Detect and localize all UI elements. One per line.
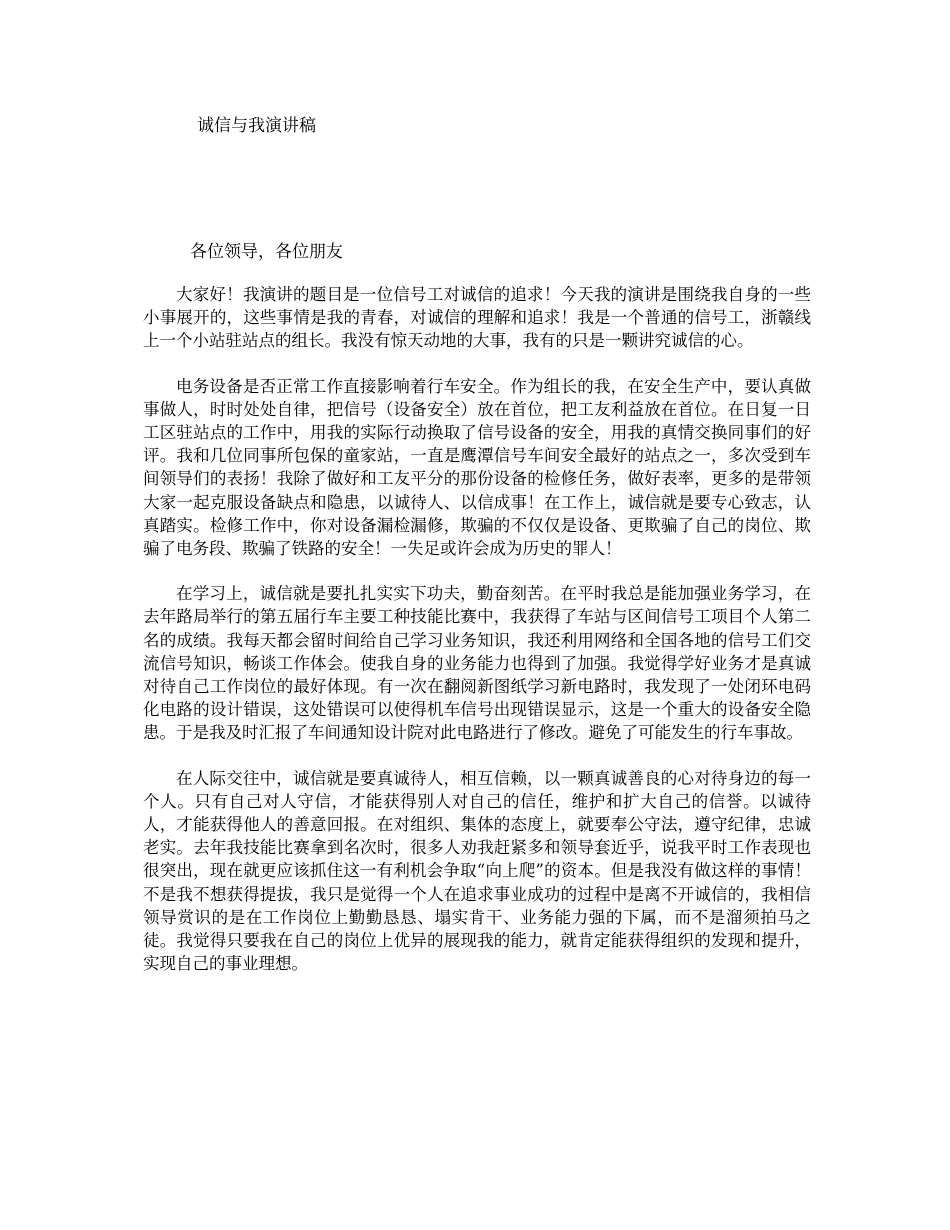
paragraph-work-safety: 电务设备是否正常工作直接影响着行车安全。作为组长的我，在安全生产中，要认真做事做人，时时处处自律，把信号（设备安全）放在首位，把工友利益放在首位。在日复一日工区驻站点的工作中，用我的实际行动换取了信号设备的安全，用我的真情交换同事们的好评。我和几位同事所包保的童家站，一直是鹰潭信号车间安全最好的站点之一，多次受到车间领导们的表扬！我除了做好和工友平分的那份设备的检修任务，做好表率，更多的是带领大家一起克服设备缺点和隐患，以诚待人、以信成事！在工作上，诚信就是要专心致志，认真踏实。检修工作中，你对设备漏检漏修，欺骗的不仅仅是设备、更欺骗了自己的岗位、欺骗了电务段、欺骗了铁路的安全！一失足或许会成为历史的罪人！ [143,376,811,559]
document-body [143,283,811,997]
paragraph-study: 在学习上，诚信就是要扎扎实实下功夫，勤奋刻苦。在平时我总是能加强业务学习，在去年路局举行的第五届行车主要工种技能比赛中，我获得了车站与区间信号工项目个人第二名的成绩。我每天都会留时间给自己学习业务知识，我还利用网络和全国各地的信号工们交流信号知识，畅谈工作体会。使我自身的业务能力也得到了加强。我觉得学好业务才是真诚对待自己工作岗位的最好体现。有一次在翻阅新图纸学习新电路时，我发现了一处闭环电码化电路的设计错误，这处错误可以使得机车信号出现错误显示，这是一个重大的设备安全隐患。于是我及时汇报了车间通知设计院对此电路进行了修改。避免了可能发生的行车事故。 [143,584,811,743]
paragraph-greeting: 大家好！我演讲的题目是一位信号工对诚信的追求！今天我的演讲是围绕我自身的一些小事展开的，这些事情是我的青春，对诚信的理解和追求！我是一个普通的信号工，浙赣线上一个小站驻站点的组长。我没有惊天动地的大事，我有的只是一颗讲究诚信的心。 [143,285,811,351]
salutation: 各位领导，各位朋友 [190,242,343,262]
document-title: 诚信与我演讲稿 [197,116,316,136]
paragraph-interpersonal: 在人际交往中，诚信就是要真诚待人，相互信赖，以一颗真诚善良的心对待身边的每一个人。只有自己对人守信，才能获得别人对自己的信任，维护和扩大自己的信誉。以诚待人，才能获得他人的善意回报。在对组织、集体的态度上，就要奉公守法，遵守纪律，忠诚老实。去年我技能比赛拿到名次时，很多人劝我赶紧多和领导套近乎，说我平时工作表现也很突出，现在就更应该抓住这一有利机会争取“向上爬”的资本。但是我没有做这样的事情！不是我不想获得提拔，我只是觉得一个人在追求事业成功的过程中是离不开诚信的，我相信领导赏识的是在工作岗位上勤勤恳恳、塌实肯干、业务能力强的下属，而不是溜须拍马之徒。我觉得只要我在自己的岗位上优异的展现我的能力，就肯定能获得组织的发现和提升，实现自己的事业理想。 [143,768,811,974]
